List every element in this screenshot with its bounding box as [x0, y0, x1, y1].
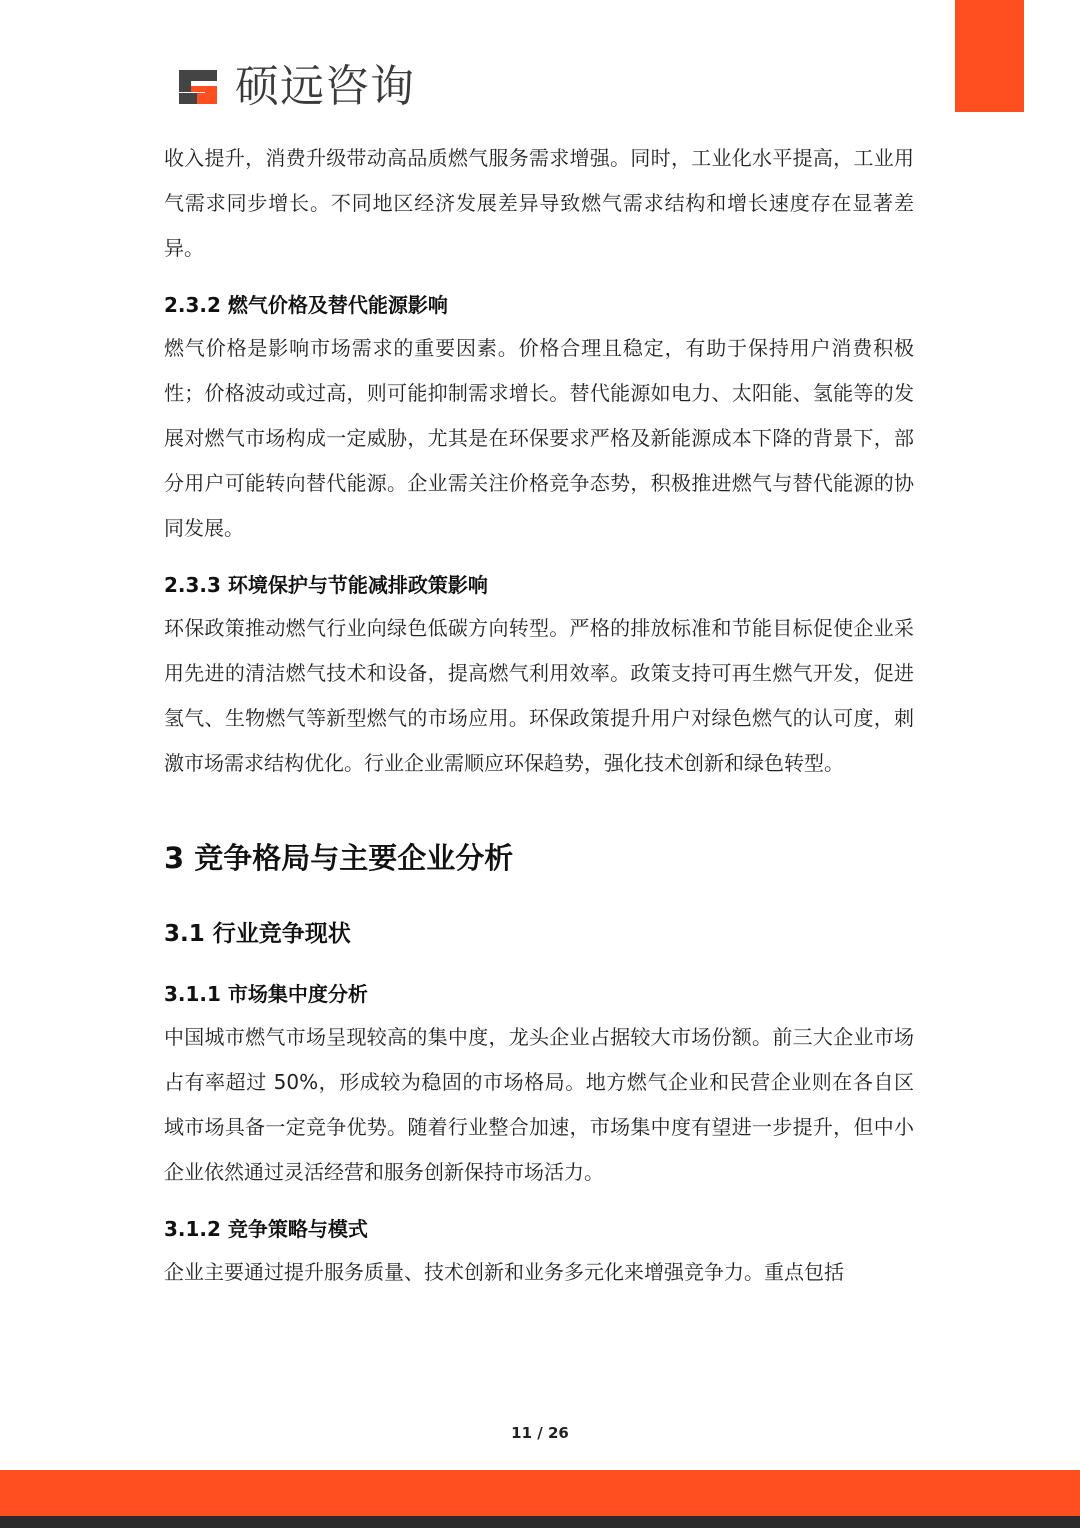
footer-dark-line: [0, 1516, 1080, 1528]
heading-2-3-2: 2.3.2 燃气价格及替代能源影响: [164, 293, 448, 317]
chapter-3-title: 3 竞争格局与主要企业分析: [164, 841, 514, 875]
heading-2-3-3: 2.3.3 环境保护与节能减排政策影响: [164, 573, 488, 597]
paragraph-2-3-3: 环保政策推动燃气行业向绿色低碳方向转型。严格的排放标准和节能目标促使企业采用先进的清洁燃气技术和设备，提高燃气利用效率。政策支持可再生燃气开发，促进氢气、生物燃气等新型燃气的市场应用。环保政策提升用户对绿色燃气的认可度，刺激市场需求结构优化。行业企业需顺应环保趋势，强化技术创新和绿色转型。: [164, 616, 914, 775]
intro-paragraph: 收入提升，消费升级带动高品质燃气服务需求增强。同时，工业化水平提高，工业用气需求同步增长。不同地区经济发展差异导致燃气需求结构和增长速度存在显著差异。: [164, 146, 914, 260]
heading-3-1-1: 3.1.1 市场集中度分析: [164, 982, 368, 1006]
brand-logo-icon: [177, 64, 223, 110]
paragraph-2-3-2: 燃气价格是影响市场需求的重要因素。价格合理且稳定，有助于保持用户消费积极性；价格波动或过高，则可能抑制需求增长。替代能源如电力、太阳能、氢能等的发展对燃气市场构成一定威胁，尤其是在环保要求严格及新能源成本下降的背景下，部分用户可能转向替代能源。企业需关注价格竞争态势，积极推进燃气与替代能源的协同发展。: [164, 336, 914, 540]
brand-logo-text: 硕远咨询: [235, 61, 415, 112]
corner-accent-block: [955, 0, 1024, 112]
brand-logo: [177, 62, 415, 112]
footer-accent-bar: [0, 1470, 1080, 1516]
heading-3-1-2: 3.1.2 竞争策略与模式: [164, 1217, 368, 1241]
heading-3-1: 3.1 行业竞争现状: [164, 921, 351, 947]
document-body: [164, 136, 914, 1295]
page-number: 11 / 26: [511, 1424, 569, 1442]
paragraph-3-1-1: 中国城市燃气市场呈现较高的集中度，龙头企业占据较大市场份额。前三大企业市场占有率超过 50%，形成较为稳固的市场格局。地方燃气企业和民营企业则在各自区域市场具备一定竞争优势。随着行业整合加速，市场集中度有望进一步提升，但中小企业依然通过灵活经营和服务创新保持市场活力。: [164, 1025, 914, 1184]
paragraph-3-1-2: 企业主要通过提升服务质量、技术创新和业务多元化来增强竞争力。重点包括: [164, 1260, 844, 1284]
